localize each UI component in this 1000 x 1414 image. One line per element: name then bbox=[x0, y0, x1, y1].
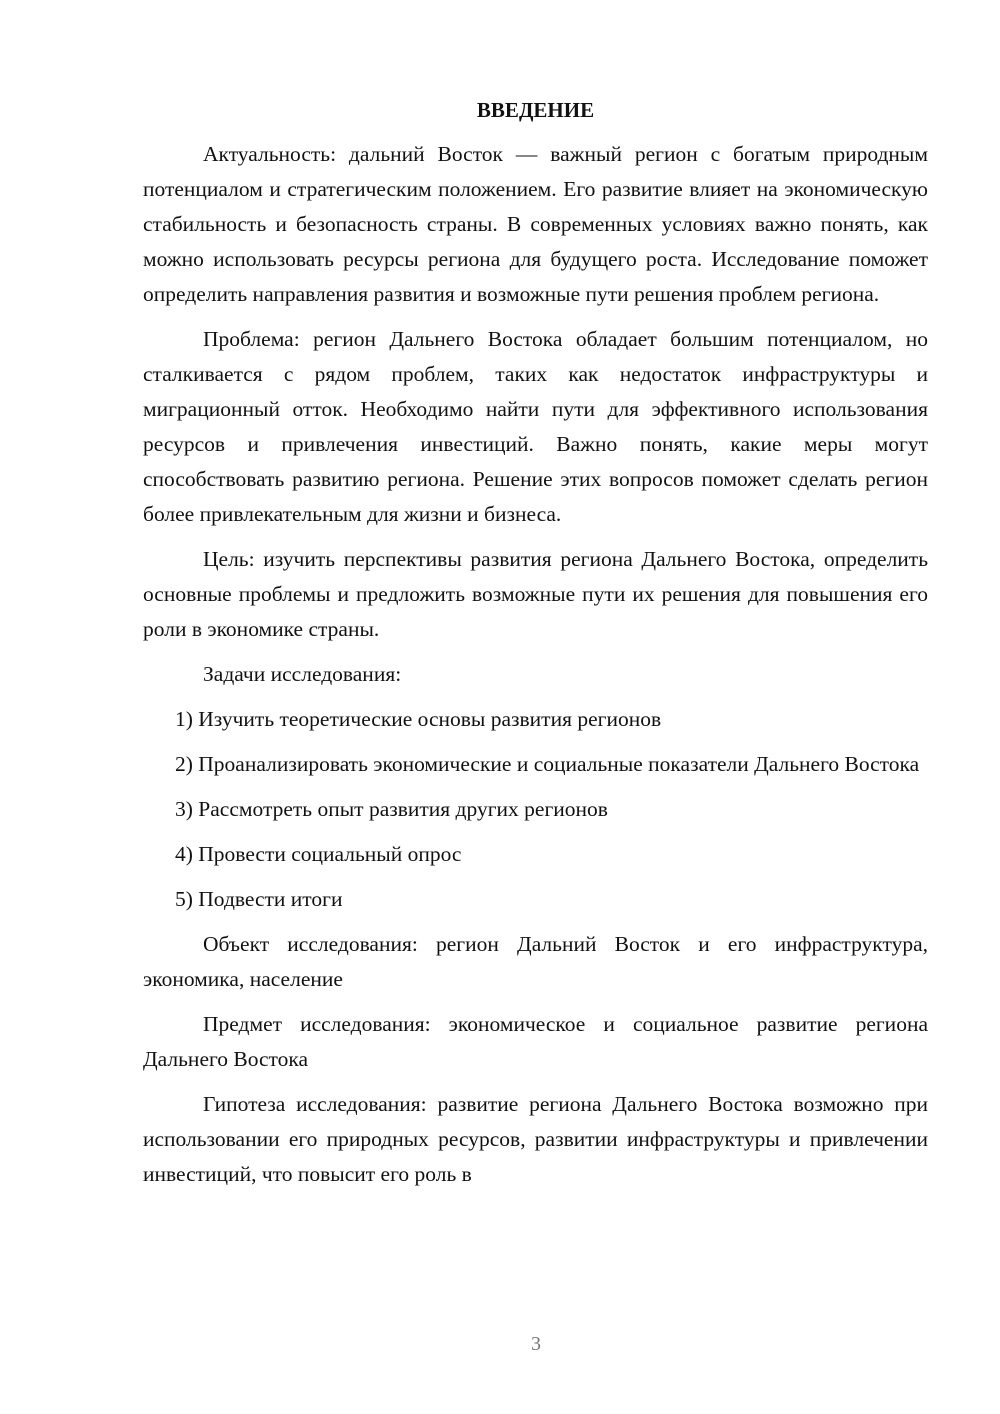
paragraph-hypothesis: Гипотеза исследования: развитие региона Дальнего Востока возможно при использовании его природных ресурсов, развитии инфраструктуры и привлечении инвестиций, что повысит его роль в bbox=[143, 1092, 928, 1186]
document-body bbox=[143, 95, 928, 1202]
paragraph-relevance: Актуальность: дальний Восток — важный регион с богатым природным потенциалом и стратегическим положением. Его развитие влияет на экономическую стабильность и безопасность страны. В современных условиях важно понять, как можно использовать ресурсы региона для будущего роста. Исследование поможет определить направления развития и возможные пути решения проблем региона. bbox=[143, 142, 928, 306]
tasks-heading: Задачи исследования: bbox=[203, 662, 402, 686]
paragraph-object: Объект исследования: регион Дальний Восток и его инфраструктура, экономика, население bbox=[143, 932, 928, 991]
list-item: 4) Провести социальный опрос bbox=[175, 842, 462, 866]
paragraph-subject: Предмет исследования: экономическое и социальное развитие региона Дальнего Востока bbox=[143, 1012, 928, 1071]
tasks-list bbox=[143, 702, 928, 917]
section-title: ВВЕДЕНИЕ bbox=[476, 98, 595, 122]
paragraph-goal: Цель: изучить перспективы развития региона Дальнего Востока, определить основные проблемы и предложить возможные пути их решения для повышения его роли в экономике страны. bbox=[143, 547, 928, 641]
list-item: 2) Проанализировать экономические и социальные показатели Дальнего Востока bbox=[175, 752, 920, 776]
list-item: 3) Рассмотреть опыт развития других регионов bbox=[175, 797, 608, 821]
paragraph-problem: Проблема: регион Дальнего Востока обладает большим потенциалом, но сталкивается с рядом проблем, таких как недостаток инфраструктуры и миграционный отток. Необходимо найти пути для эффективного использования ресурсов и привлечения инвестиций. Важно понять, какие меры могут способствовать развитию региона. Решение этих вопросов поможет сделать регион более привлекательным для жизни и бизнеса. bbox=[143, 327, 928, 526]
list-item: 5) Подвести итоги bbox=[175, 887, 343, 911]
list-item: 1) Изучить теоретические основы развития регионов bbox=[175, 707, 662, 731]
page-number: 3 bbox=[531, 1333, 541, 1355]
